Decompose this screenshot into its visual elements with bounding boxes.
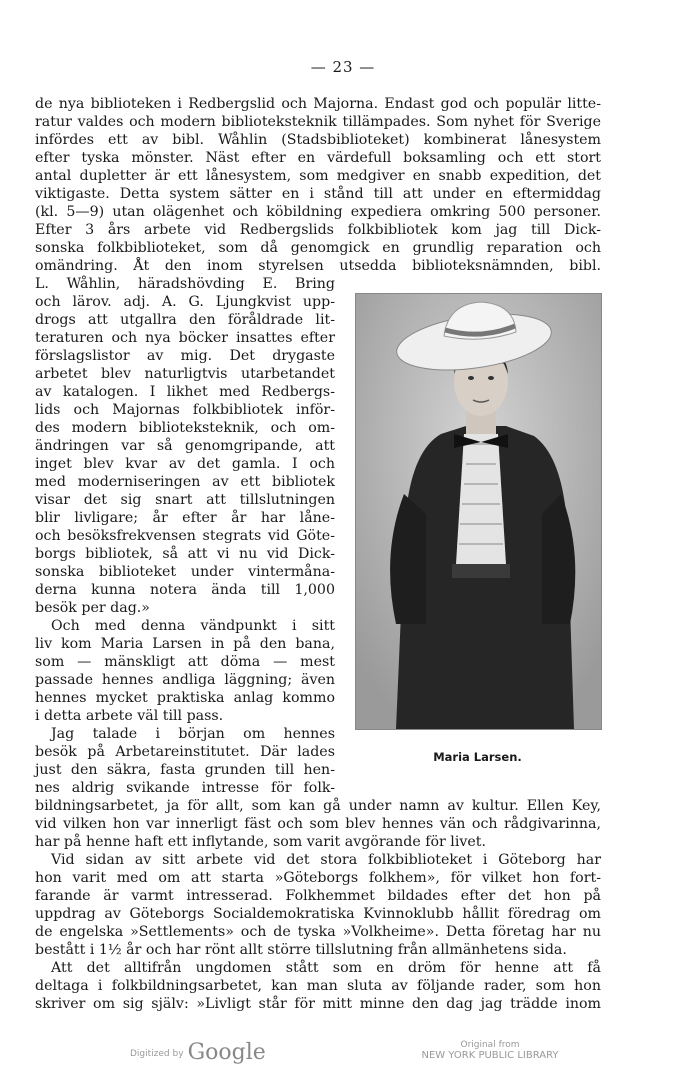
text-line: skriver om sig själv: »Livligt står för mitt minne den dag jag trädde inom — [35, 996, 601, 1012]
portrait-photo — [355, 293, 602, 730]
text-line: viktigaste. Detta system sätter en i stånd till att under en eftermiddag — [35, 186, 601, 202]
text-line: efter tyska mönster. Näst efter en värdefull boksamling och ett stort — [35, 150, 601, 166]
library-watermark — [415, 1040, 565, 1061]
text-line: lids och Majornas folkbibliotek inför- — [35, 402, 335, 418]
text-line: hennes mycket praktiska anlag kommo — [35, 690, 335, 706]
text-line: bildningsarbetet, ja för allt, som kan gå under namn av kultur. Ellen Key, — [35, 798, 601, 814]
text-line: av katalogen. I likhet med Redbergs- — [35, 384, 335, 400]
text-line: bestått i 1½ år och har rönt allt större tillslutning från allmänhetens sida. — [35, 942, 567, 958]
text-line: (kl. 5—9) utan olägenhet och köbildning expediera omkring 500 personer. — [35, 204, 601, 220]
text-line: uppdrag av Göteborgs Socialdemokratiska Kvinnoklubb hållit föredrag om — [35, 906, 601, 922]
text-line: med moderniseringen av ett bibliotek — [35, 474, 335, 490]
text-line: antal dupletter är ett lånesystem, som medgiver en snabb expedition, det — [35, 168, 601, 184]
text-line: drogs att utgallra den föråldrade lit- — [35, 312, 335, 328]
text-line: passade hennes andliga läggning; även — [35, 672, 335, 688]
text-line: de engelska »Settlements» och de tyska »Volkheime». Detta företag har nu — [35, 924, 601, 940]
library-name: NEW YORK PUBLIC LIBRARY — [421, 1050, 559, 1061]
text-line: besök per dag.» — [35, 600, 150, 616]
photo-caption: Maria Larsen. — [433, 750, 522, 764]
digitized-by-watermark — [130, 1040, 266, 1065]
page-number: — 23 — — [310, 58, 376, 76]
text-line: har på henne haft ett inflytande, som varit avgörande för livet. — [35, 834, 487, 850]
text-line: just den säkra, fasta grunden till hen- — [35, 762, 335, 778]
text-line: farande är varmt intresserad. Folkhemmet bildades efter det hon på — [35, 888, 601, 904]
text-line: liv kom Maria Larsen in på den bana, — [35, 636, 335, 652]
text-line: förslagslistor av mig. Det drygaste — [35, 348, 335, 364]
text-line: Och med denna vändpunkt i sitt — [51, 618, 335, 634]
text-line: infördes ett av bibl. Wåhlin (Stadsbiblioteket) kombinerat lånesystem — [35, 132, 601, 148]
text-line: Efter 3 års arbete vid Redbergslids folkbibliotek kom jag till Dick- — [35, 222, 601, 238]
text-line: och besöksfrekvensen stegrats vid Göte- — [35, 528, 335, 544]
text-line: Att det alltifrån ungdomen stått som en dröm för henne att få — [51, 960, 601, 976]
text-line: Vid sidan av sitt arbete vid det stora folkbiblioteket i Göteborg har — [51, 852, 601, 868]
text-line: hon varit med om att starta »Göteborgs folkhem», för vilket hon fort- — [35, 870, 601, 886]
original-from-label: Original from — [460, 1040, 520, 1050]
text-line: Jag talade i början om hennes — [51, 726, 335, 742]
google-logo: Google — [187, 1040, 266, 1065]
text-line: omändring. Åt den inom styrelsen utsedda biblioteksnämnden, bibl. — [35, 258, 601, 274]
text-line: teraturen och nya böcker insattes efter — [35, 330, 335, 346]
text-line: blir livligare; år efter år har låne- — [35, 510, 335, 526]
text-line: som — mänskligt att döma — mest — [35, 654, 335, 670]
text-line: ratur valdes och modern biblioteksteknik tillämpades. Som nyhet för Sverige — [35, 114, 601, 130]
text-line: och lärov. adj. A. G. Ljungkvist upp- — [35, 294, 335, 310]
text-line: besök på Arbetareinstitutet. Där lades — [35, 744, 335, 760]
text-line: ändringen var så genomgripande, att — [35, 438, 335, 454]
text-line: deltaga i folkbildningsarbetet, kan man sluta av följande rader, som hon — [35, 978, 601, 994]
text-line: sonska folkbiblioteket, som då genomgick en grundlig reparation och — [35, 240, 601, 256]
text-line: L. Wåhlin, häradshövding E. Bring — [35, 276, 335, 292]
text-line: visar det sig snart att tillslutningen — [35, 492, 335, 508]
text-line: nes aldrig svikande intresse för folk- — [35, 780, 335, 796]
text-line: vid vilken hon var innerligt fäst och som blev hennes vän och rådgivarinna, — [35, 816, 601, 832]
portrait-image — [356, 294, 601, 729]
text-line: derna kunna notera ända till 1,000 — [35, 582, 335, 598]
text-line: de nya biblioteken i Redbergslid och Majorna. Endast god och populär litte- — [35, 96, 601, 112]
text-line: borgs bibliotek, så att vi nu vid Dick- — [35, 546, 335, 562]
text-line: i detta arbete väl till pass. — [35, 708, 224, 724]
digitized-by-label: Digitized by — [130, 1049, 184, 1059]
text-line: inget blev kvar av det gamla. I och — [35, 456, 335, 472]
text-line: des modern biblioteksteknik, och om- — [35, 420, 335, 436]
text-line: arbetet blev naturligtvis utarbetandet — [35, 366, 335, 382]
text-line: sonska biblioteket under vintermåna- — [35, 564, 335, 580]
